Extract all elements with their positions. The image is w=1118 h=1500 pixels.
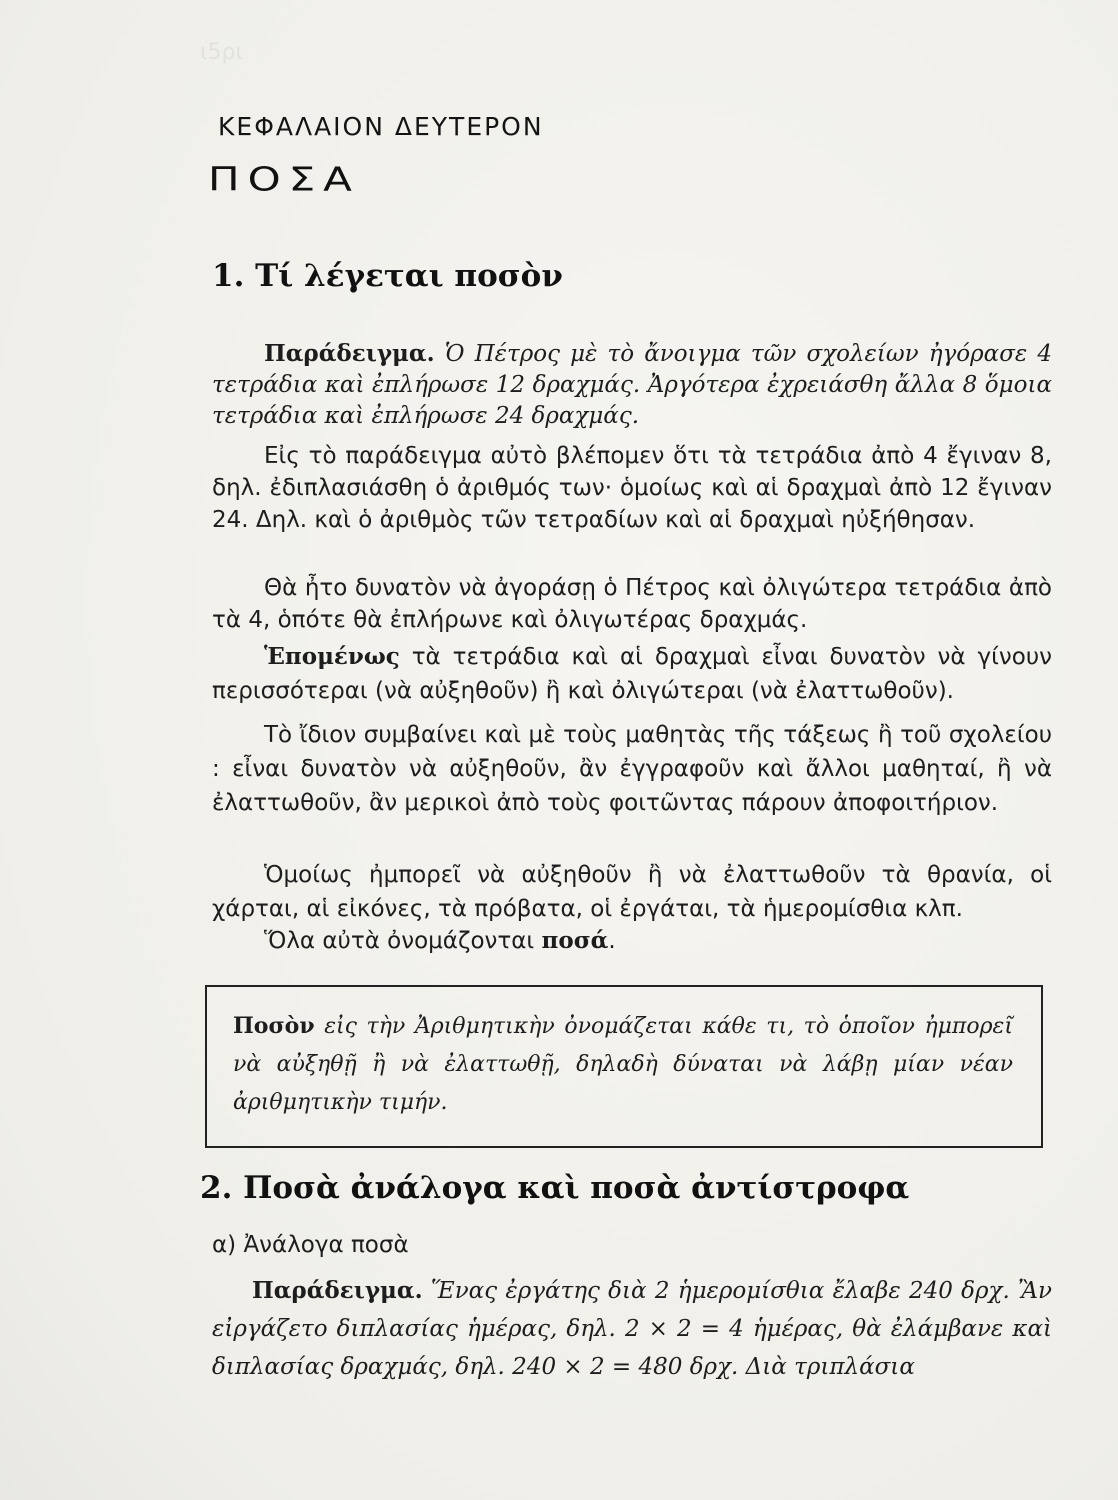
subsection-a-heading: α) Ἀνάλογα ποσὰ — [212, 1232, 409, 1258]
example-2-label: Παράδειγμα. — [252, 1277, 423, 1304]
paragraph-6-bold: ποσά — [541, 927, 609, 954]
paragraph-6-end: . — [608, 928, 616, 954]
section-2-heading: 2. Ποσὰ ἀνάλογα καὶ ποσὰ ἀντίστροφα — [200, 1170, 910, 1206]
paragraph-5: Ὁμοίως ἠμπορεῖ νὰ αὐξηθοῦν ἢ νὰ ἐλαττωθοῦν τὰ θρανία, οἱ χάρται, αἱ εἰκόνες, τὰ πρόβατα, οἱ ἐργάται, τὰ ἡμερομίσθια κλπ. — [212, 862, 1052, 922]
example-label: Παράδειγμα. — [264, 340, 435, 367]
bleed-through-mark: ι5ρι — [200, 40, 243, 65]
paragraph-4: Τὸ ἴδιον συμβαίνει καὶ μὲ τοὺς μαθητὰς τῆς τάξεως ἢ τοῦ σχολείου : εἶναι δυνατὸν νὰ αὐξηθοῦν, ἂν ἐγγραφοῦν καὶ ἄλλοι μαθηταί, ἢ νὰ ἐλαττωθοῦν, ἂν μερικοὶ ἀπὸ τοὺς φοιτῶντας πάρουν ἀποφοιτήριον. — [212, 722, 1052, 816]
paragraph-1: Εἰς τὸ παράδειγμα αὐτὸ βλέπομεν ὅτι τὰ τετράδια ἀπὸ 4 ἔγιναν 8, δηλ. ἐδιπλασιάσθη ὁ ἀριθμός των· ὁμοίως καὶ αἱ δραχμαὶ ἀπὸ 12 ἔγιναν 24. Δηλ. καὶ ὁ ἀριθμὸς τῶν τετραδίων καὶ αἱ δραχμαὶ ηὐξήθησαν. — [212, 443, 1052, 533]
paragraph-6-start: Ὅλα αὐτὰ ὀνομάζονται — [264, 928, 542, 954]
paragraph-2: Θὰ ἦτο δυνατὸν νὰ ἀγοράσῃ ὁ Πέτρος καὶ ὀλιγώτερα τετράδια ἀπὸ τὰ 4, ὁπότε θὰ ἐπλήρωνε καὶ ὀλιγωτέρας δραχμάς. — [212, 575, 1052, 633]
paragraph-3-bold: Ἑπομένως — [264, 643, 400, 670]
paragraph-3-text: τὰ τετράδια καὶ αἱ δραχμαὶ εἶναι δυνατὸν νὰ γίνουν περισσότεραι (νὰ αὐξηθοῦν) ἢ καὶ ὀλιγώτεραι (νὰ ἐλαττωθοῦν). — [212, 644, 1052, 704]
chapter-title: ΠΟΣΑ — [208, 160, 360, 199]
example-2-text: Ἕνας ἐργάτης διὰ 2 ἡμερομίσθια ἔλαβε 240 δρχ. Ἂν εἰργάζετο διπλασίας ἡμέρας, δηλ. 2 × 2 = 4 ἡμέρας, θὰ ἐλάμβανε καὶ διπλασίας δραχμάς, δηλ. 240 × 2 = 480 δρχ. Διὰ τριπλάσια — [212, 1278, 1053, 1380]
paragraph-6 — [212, 926, 1052, 956]
definition-body: εἰς τὴν Ἀριθμητικὴν ὀνομάζεται κάθε τι, τὸ ὁποῖον ἠμπορεῖ νὰ αὐξηθῇ ἢ νὰ ἐλαττωθῇ, δηλαδὴ δύναται νὰ λάβῃ μίαν νέαν ἀριθμητικὴν τιμήν. — [233, 1014, 1013, 1115]
paragraph-3 — [212, 640, 1052, 708]
chapter-label: ΚΕΦΑΛΑΙΟΝ ΔΕΥΤΕΡΟΝ — [218, 112, 544, 141]
definition-text — [233, 1007, 1013, 1122]
section-1-heading: 1. Τί λέγεται ποσὸν — [212, 258, 563, 294]
definition-bold-term: Ποσὸν — [233, 1013, 315, 1039]
example-2-paragraph — [212, 1272, 1052, 1386]
example-text: Ὁ Πέτρος μὲ τὸ ἄνοιγμα τῶν σχολείων ἠγόρασε 4 τετράδια καὶ ἐπλήρωσε 12 δραχμάς. Ἀργότερα ἐχρειάσθη ἄλλα 8 ὅμοια τετράδια καὶ ἐπλήρωσε 24 δραχμάς. — [212, 341, 1052, 429]
example-1-paragraph — [212, 338, 1052, 432]
definition-box — [205, 985, 1043, 1148]
